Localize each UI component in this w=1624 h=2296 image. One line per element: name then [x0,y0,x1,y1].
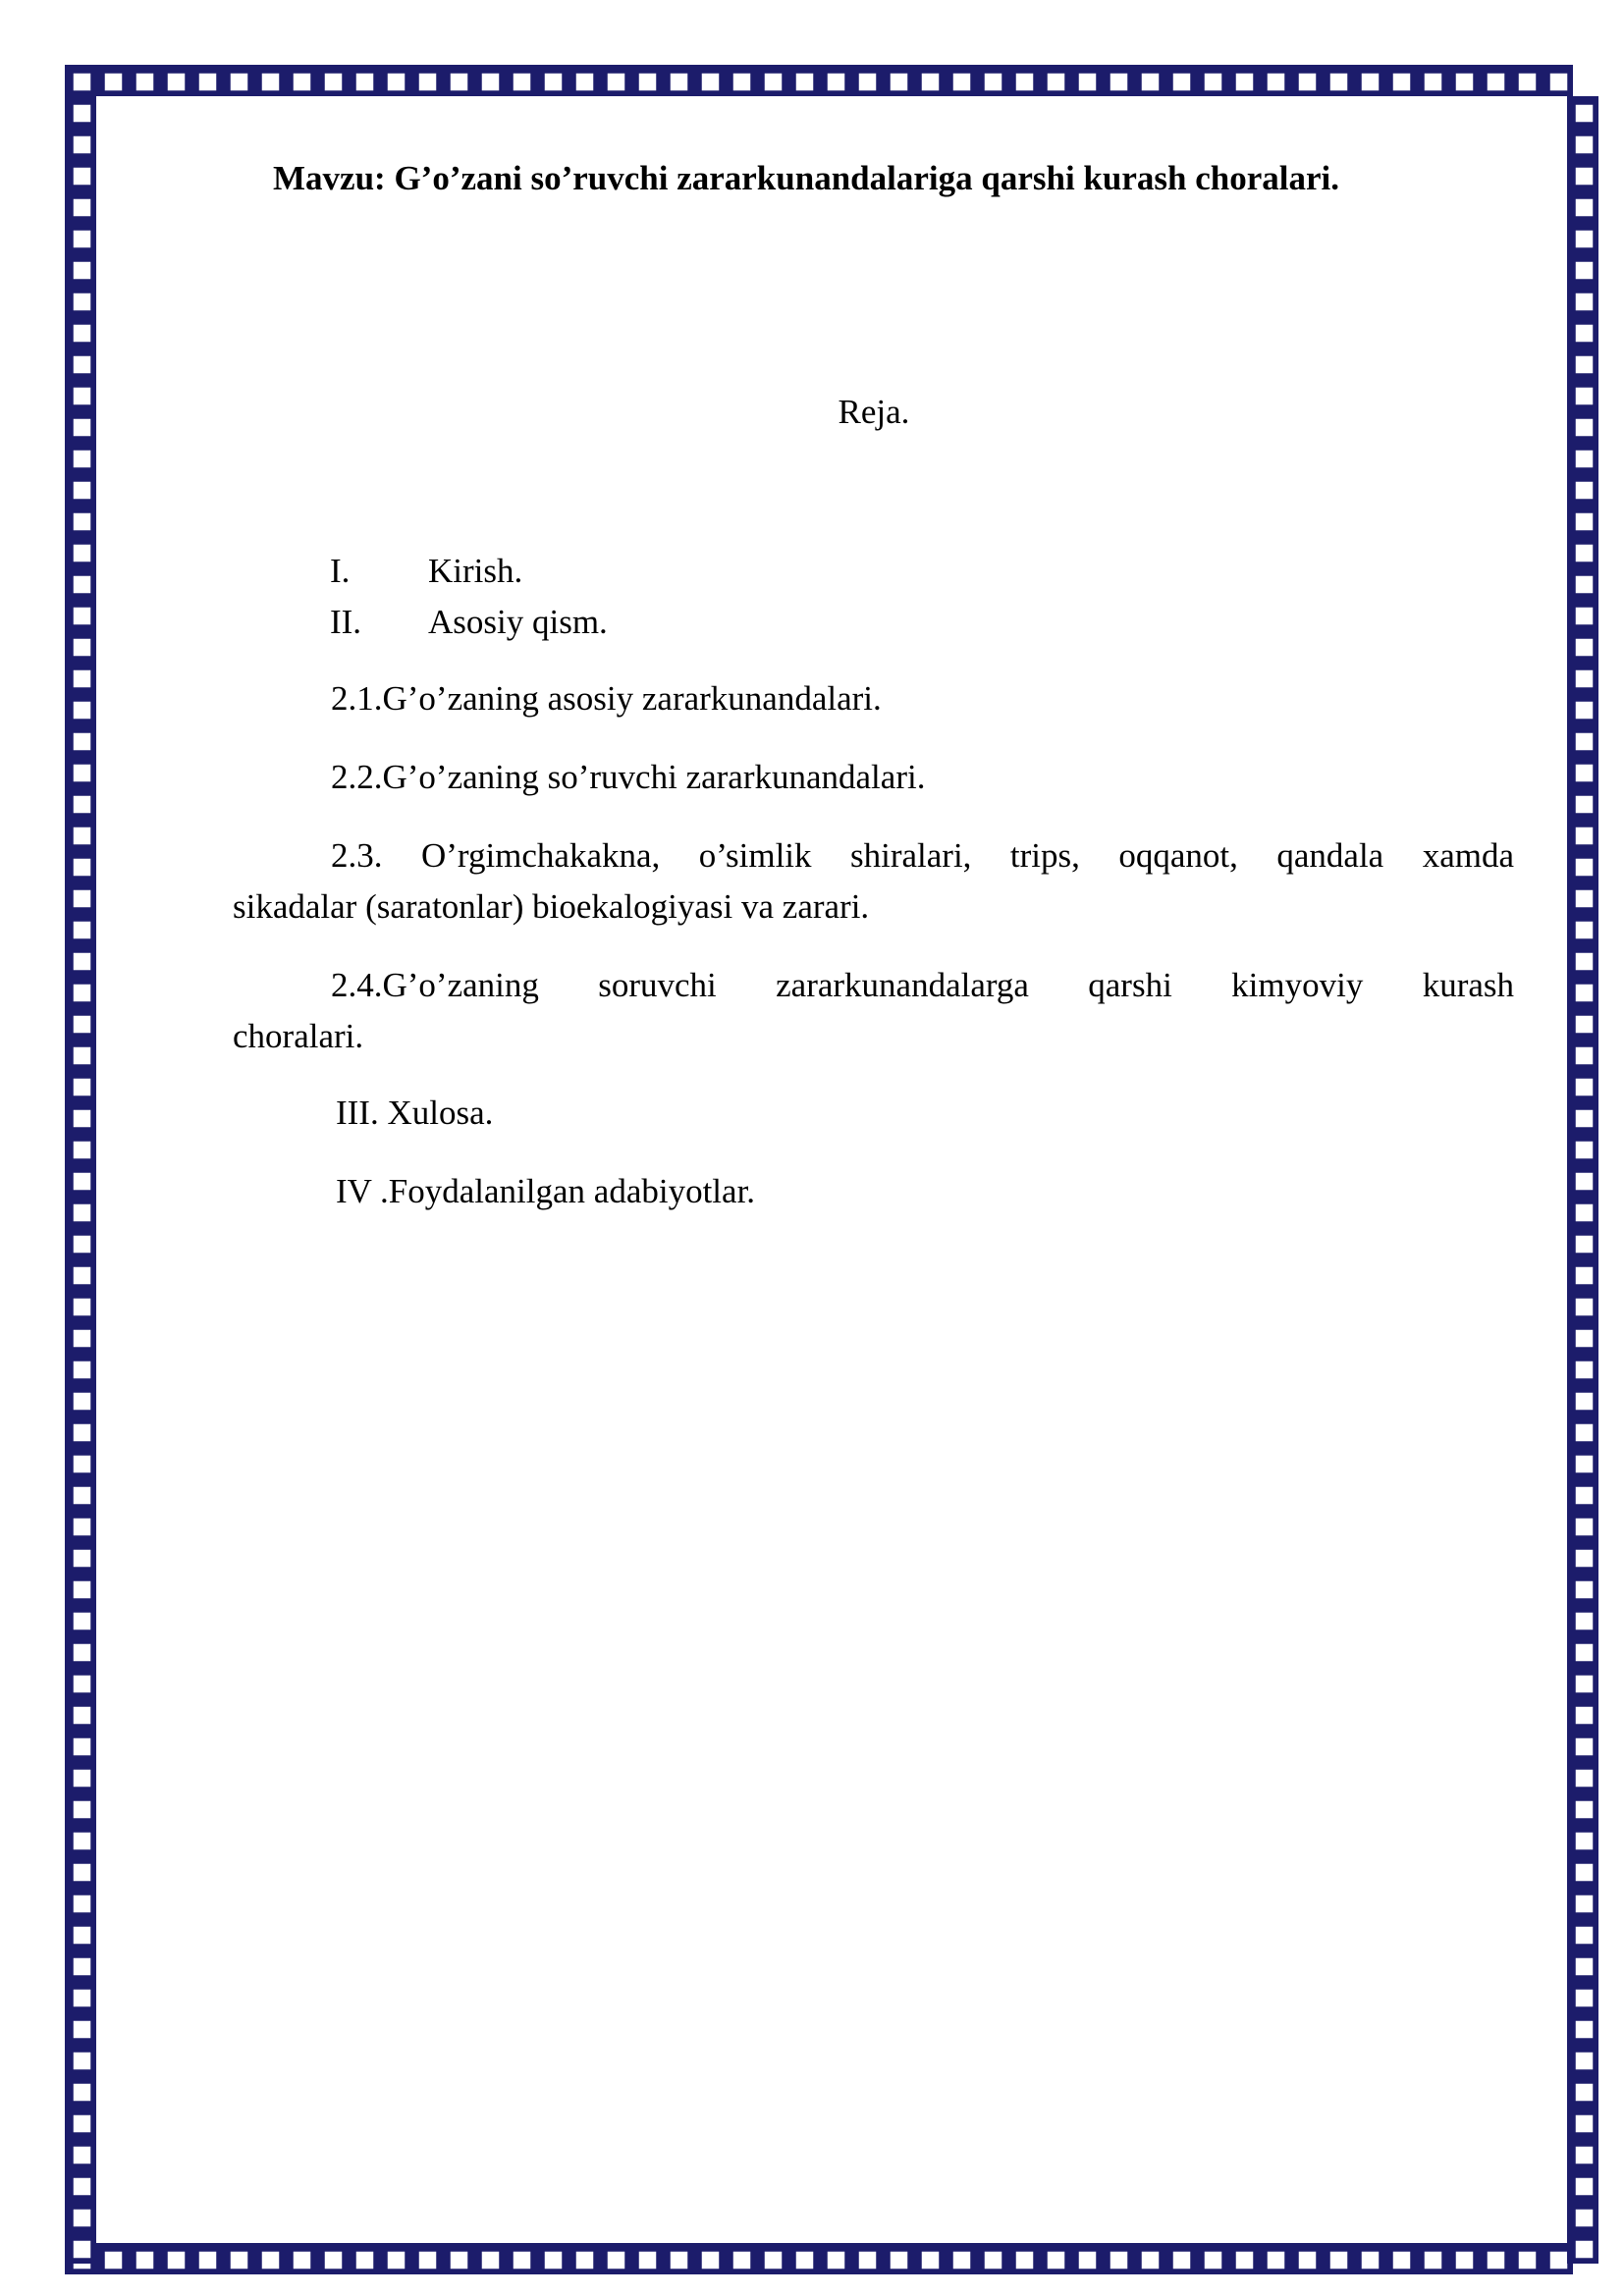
border-square-icon [599,2243,630,2274]
border-square-icon [568,65,599,96]
border-square-icon [65,1824,96,1855]
border-square-icon [1567,2169,1598,2201]
border-square-icon [1290,2243,1322,2274]
border-square-icon [65,1761,96,1792]
border-square-icon [65,1981,96,2012]
border-square-icon [1567,1667,1598,1698]
border-square-icon [65,850,96,881]
border-square-icon [65,442,96,473]
section-conclusion: III. Xulosa. [336,1094,494,1132]
border-square-icon [1007,65,1039,96]
border-square-icon [65,285,96,316]
border-square-icon [410,2243,442,2274]
border-square-icon [1567,881,1598,913]
border-square-icon [1227,2243,1259,2274]
border-square-icon [1567,850,1598,881]
border-square-icon [787,65,819,96]
border-square-icon [285,2243,316,2274]
border-square-icon [1567,190,1598,222]
outline-number: I. [330,552,351,590]
border-square-icon [1102,65,1133,96]
border-square-icon [1479,65,1510,96]
border-square-icon [65,2075,96,2107]
border-square-icon [1447,2243,1479,2274]
border-square-icon [1567,1447,1598,1478]
border-square-icon [1567,1321,1598,1353]
section-2-3-line: 2.3. O’rgimchakakna, o’simlik shiralari, trips, oqqanot, qandala xamda [331,836,1514,875]
border-square-icon [379,2243,410,2274]
border-square-icon [1102,2243,1133,2274]
border-square-icon [1567,1824,1598,1855]
border-square-icon [536,65,568,96]
border-square-icon [725,65,756,96]
border-square-icon [1567,316,1598,347]
border-square-icon [65,1887,96,1918]
border-square-icon [1567,253,1598,285]
border-square-icon [65,913,96,944]
border-square-icon [65,1604,96,1635]
border-square-icon [222,2243,253,2274]
border-square-icon [1567,1761,1598,1792]
section-references: IV .Foydalanilgan adabiyotlar. [336,1172,756,1210]
border-square-icon [65,1730,96,1761]
border-square-icon [1567,1478,1598,1510]
border-square-icon [65,2138,96,2169]
border-square-icon [65,881,96,913]
border-square-icon [65,630,96,662]
border-square-icon [1322,2243,1353,2274]
border-square-icon [1567,662,1598,693]
border-square-icon [976,65,1007,96]
border-square-icon [65,2044,96,2075]
border-square-icon [1567,1258,1598,1290]
border-square-icon [1567,222,1598,253]
border-square-icon [1322,65,1353,96]
border-square-icon [128,65,159,96]
border-square-icon [65,1478,96,1510]
border-square-icon [65,536,96,567]
border-square-icon [65,65,96,96]
border-square-icon [1567,1353,1598,1384]
border-square-icon [1567,1730,1598,1761]
border-square-icon [1416,65,1447,96]
border-square-icon [630,65,662,96]
border-square-icon [65,347,96,379]
border-square-icon [630,2243,662,2274]
border-square-icon [1567,2075,1598,2107]
border-square-icon [1567,1792,1598,1824]
border-square-icon [65,1353,96,1384]
border-square-icon [65,2201,96,2232]
border-square-icon [1567,1196,1598,1227]
border-square-icon [65,1133,96,1164]
border-square-icon [1567,1070,1598,1101]
border-square-icon [1384,65,1416,96]
section-2-3-line: sikadalar (saratonlar) bioekalogiyasi va zarari. [233,887,870,926]
border-square-icon [882,65,913,96]
border-square-icon [1384,2243,1416,2274]
border-square-icon [65,1415,96,1447]
border-square-icon [1567,724,1598,756]
border-square-icon [1542,65,1573,96]
border-square-icon [1567,285,1598,316]
section-2-1: 2.1.G’o’zaning asosiy zararkunandalari. [331,679,882,718]
border-square-icon [1567,1604,1598,1635]
border-square-icon [1227,65,1259,96]
border-square-icon [285,65,316,96]
border-square-icon [65,1101,96,1133]
border-square-icon [913,65,945,96]
border-square-icon [1196,2243,1227,2274]
border-square-icon [945,65,976,96]
section-2-4 [233,960,1514,1062]
border-square-icon [316,65,348,96]
border-square-icon [65,1698,96,1730]
border-square-icon [65,1792,96,1824]
border-square-icon [65,756,96,787]
border-square-icon [65,159,96,190]
border-square-icon [190,65,222,96]
border-square-icon [1567,630,1598,662]
border-square-icon [568,2243,599,2274]
border-square-icon [1567,1887,1598,1918]
border-square-icon [1567,1101,1598,1133]
border-square-icon [1567,1573,1598,1604]
border-square-icon [1567,1541,1598,1573]
border-square-icon [1567,1290,1598,1321]
border-square-icon [222,65,253,96]
border-square-icon [253,65,285,96]
border-square-icon [65,1258,96,1290]
border-square-icon [599,65,630,96]
border-square-icon [65,1541,96,1573]
border-square-icon [65,1070,96,1101]
border-square-icon [913,2243,945,2274]
border-square-icon [1567,1415,1598,1447]
border-square-icon [65,599,96,630]
border-square-icon [65,1949,96,1981]
border-square-icon [1039,2243,1070,2274]
border-square-icon [65,1510,96,1541]
border-square-icon [1164,65,1196,96]
border-square-icon [128,2243,159,2274]
border-square-icon [65,128,96,159]
border-square-icon [96,2243,128,2274]
border-square-icon [693,2243,725,2274]
border-square-icon [662,2243,693,2274]
border-square-icon [190,2243,222,2274]
border-square-icon [65,1196,96,1227]
border-square-icon [65,2169,96,2201]
border-square-icon [1567,96,1598,128]
border-square-icon [1510,2243,1542,2274]
border-square-icon [1567,473,1598,505]
border-square-icon [316,2243,348,2274]
border-square-icon [1567,536,1598,567]
border-square-icon [1567,944,1598,976]
border-square-icon [65,693,96,724]
border-square-icon [882,2243,913,2274]
border-square-icon [1567,1918,1598,1949]
border-square-icon [787,2243,819,2274]
border-square-icon [65,1164,96,1196]
border-square-icon [1567,1855,1598,1887]
border-square-icon [1567,442,1598,473]
border-square-icon [348,65,379,96]
border-square-icon [1133,65,1164,96]
border-square-icon [1567,505,1598,536]
border-square-icon [1447,65,1479,96]
border-square-icon [1567,2138,1598,2169]
border-square-icon [65,96,96,128]
border-square-icon [1567,1039,1598,1070]
border-square-icon [505,65,536,96]
border-square-icon [65,316,96,347]
border-square-icon [1567,2201,1598,2232]
border-square-icon [1567,2044,1598,2075]
outline-label: Asosiy qism. [428,603,608,641]
border-square-icon [976,2243,1007,2274]
border-square-icon [65,787,96,819]
border-square-icon [756,65,787,96]
border-square-icon [65,190,96,222]
border-square-icon [65,724,96,756]
section-2-2: 2.2.G’o’zaning so’ruvchi zararkunandalari. [331,758,926,796]
border-square-icon [65,1007,96,1039]
border-square-icon [96,65,128,96]
border-square-icon [65,1855,96,1887]
border-square-icon [1567,787,1598,819]
border-square-icon [1070,2243,1102,2274]
border-square-icon [1353,65,1384,96]
border-square-icon [1259,2243,1290,2274]
border-square-icon [1567,1981,1598,2012]
border-square-icon [1567,1949,1598,1981]
section-2-4-line: 2.4.G’o’zaning soruvchi zararkunandalarga qarshi kimyoviy kurash [331,966,1514,1004]
border-square-icon [819,2243,850,2274]
border-square-icon [1567,599,1598,630]
border-square-icon [1567,128,1598,159]
border-square-icon [1070,65,1102,96]
border-square-icon [1007,2243,1039,2274]
border-square-icon [253,2243,285,2274]
border-square-icon [1567,1510,1598,1541]
border-square-icon [65,944,96,976]
border-square-icon [65,505,96,536]
border-square-icon [65,1227,96,1258]
border-square-icon [1164,2243,1196,2274]
border-square-icon [945,2243,976,2274]
border-square-icon [65,1667,96,1698]
border-square-icon [662,65,693,96]
border-square-icon [536,2243,568,2274]
border-square-icon [65,567,96,599]
border-square-icon [1567,347,1598,379]
border-square-icon [65,2107,96,2138]
outline-label: Kirish. [428,552,523,590]
border-square-icon [65,473,96,505]
border-square-icon [1133,2243,1164,2274]
border-square-icon [473,2243,505,2274]
border-square-icon [65,2232,96,2264]
border-square-icon [1259,65,1290,96]
border-square-icon [1567,756,1598,787]
border-square-icon [1510,65,1542,96]
border-square-icon [1479,2243,1510,2274]
border-square-icon [348,2243,379,2274]
border-square-icon [850,2243,882,2274]
border-square-icon [442,65,473,96]
document-title: Mavzu: G’o’zani so’ruvchi zararkunandalariga qarshi kurash choralari. [273,159,1339,197]
border-square-icon [65,1447,96,1478]
border-square-icon [410,65,442,96]
border-square-icon [819,65,850,96]
border-square-icon [1416,2243,1447,2274]
border-square-icon [65,976,96,1007]
border-square-icon [505,2243,536,2274]
border-square-icon [1567,819,1598,850]
border-square-icon [65,2012,96,2044]
border-square-icon [1567,1635,1598,1667]
border-square-icon [1567,1164,1598,1196]
border-square-icon [1567,1384,1598,1415]
border-square-icon [850,65,882,96]
border-square-icon [159,2243,190,2274]
border-square-icon [159,65,190,96]
border-square-icon [65,222,96,253]
section-2-4-line: choralari. [233,1017,364,1055]
border-square-icon [65,1384,96,1415]
border-square-icon [1567,2232,1598,2264]
border-square-icon [473,65,505,96]
border-square-icon [65,819,96,850]
border-square-icon [1039,65,1070,96]
section-2-3 [233,830,1514,933]
border-square-icon [65,1635,96,1667]
border-square-icon [1567,693,1598,724]
border-square-icon [65,1039,96,1070]
border-square-icon [65,1918,96,1949]
border-square-icon [725,2243,756,2274]
border-square-icon [1567,2012,1598,2044]
border-square-icon [442,2243,473,2274]
border-square-icon [1567,567,1598,599]
border-square-icon [1567,913,1598,944]
border-square-icon [693,65,725,96]
border-square-icon [1567,1133,1598,1164]
border-square-icon [1567,1227,1598,1258]
border-square-icon [65,1573,96,1604]
border-square-icon [756,2243,787,2274]
border-square-icon [1567,1007,1598,1039]
border-square-icon [1353,2243,1384,2274]
border-square-icon [65,253,96,285]
border-square-icon [1567,2107,1598,2138]
border-square-icon [1567,1698,1598,1730]
border-square-icon [379,65,410,96]
border-square-icon [1567,976,1598,1007]
border-square-icon [65,1290,96,1321]
border-square-icon [1196,65,1227,96]
border-square-icon [65,662,96,693]
plan-heading: Reja. [838,393,910,431]
border-square-icon [65,1321,96,1353]
border-square-icon [1567,159,1598,190]
border-square-icon [1290,65,1322,96]
outline-number: II. [330,603,362,641]
